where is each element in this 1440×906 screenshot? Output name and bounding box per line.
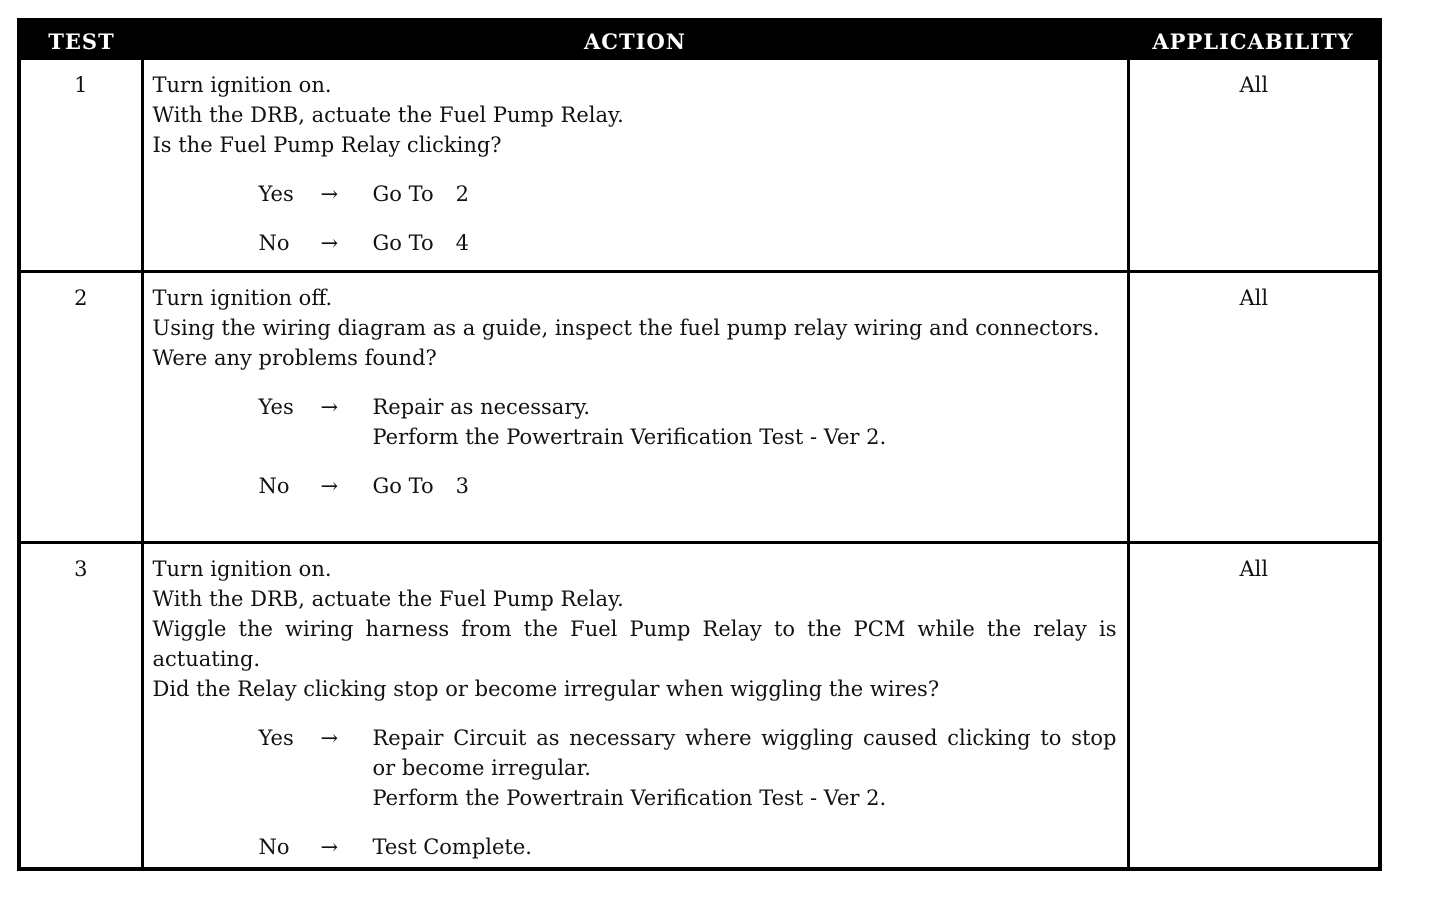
goto-label: Go To [372,473,434,498]
answer-label: No [258,473,290,498]
test-number: 1 [74,73,88,97]
outcome-no [259,228,1117,258]
applicability-cell [1128,271,1378,542]
answer-label: Yes [258,725,294,750]
answer-label: Yes [258,182,294,206]
arrow-right-icon: → [320,834,339,859]
header-test: TEST [21,22,142,60]
action-step: Did the Relay clicking stop or become irregular when wiggling the wires? [152,676,940,701]
test-number: 2 [74,285,88,310]
goto-result [373,228,1117,258]
header-action: ACTION [142,22,1128,60]
result-text [373,832,1117,862]
goto-result [373,471,1117,501]
result-line: Perform the Powertrain Verification Test - Ver 2. [372,424,887,449]
outcome-yes [259,723,1117,813]
diagnostic-test-table [21,22,1378,868]
applicability-cell [1128,60,1378,271]
goto-label: Go To [372,231,434,255]
action-step: Turn ignition on. [152,556,332,581]
outcome-yes [259,179,1117,209]
test-number-cell [21,542,142,868]
action-cell [142,542,1128,868]
goto-label: Go To [372,182,434,206]
answer-label: No [258,231,290,255]
applicability-value: All [1239,73,1269,97]
arrow-right-icon: → [320,182,339,206]
test-number-cell [21,271,142,542]
diagnostic-table-frame [17,18,1382,871]
goto-test-number: 4 [455,231,469,255]
answer-label: No [258,834,290,859]
outcome-yes [259,392,1117,452]
arrow-right-icon: → [320,473,339,498]
action-step: Wiggle the wiring harness from the Fuel Pump Relay to the PCM while the relay is actuating. [152,616,1117,671]
action-step: Using the wiring diagram as a guide, inspect the fuel pump relay wiring and connectors. [152,315,1100,340]
test-number: 3 [74,556,88,581]
table-header-row [21,22,1378,60]
action-step: Were any problems found? [152,345,437,370]
goto-test-number: 3 [455,473,469,498]
outcome-no [259,471,1117,501]
action-step: With the DRB, actuate the Fuel Pump Relay. [152,103,624,127]
action-step: Is the Fuel Pump Relay clicking? [152,133,502,157]
arrow-right-icon: → [320,231,339,255]
action-step: Turn ignition off. [152,285,333,310]
header-applicability: APPLICABILITY [1128,22,1378,60]
result-line: Repair as necessary. [372,394,591,419]
result-line: Test Complete. [372,834,532,859]
answer-label: Yes [258,394,294,419]
goto-test-number: 2 [455,182,469,206]
table-row [21,542,1378,868]
applicability-value: All [1239,285,1269,310]
action-cell [142,60,1128,271]
table-row [21,271,1378,542]
table-row [21,60,1378,271]
action-step: Turn ignition on. [152,73,332,97]
outcome-no [259,832,1117,862]
applicability-value: All [1239,556,1269,581]
action-step: With the DRB, actuate the Fuel Pump Relay. [152,586,624,611]
result-line: Perform the Powertrain Verification Test - Ver 2. [372,785,887,810]
arrow-right-icon: → [320,725,339,750]
result-text [373,723,1117,813]
goto-result [373,179,1117,209]
result-line: Repair Circuit as necessary where wiggling caused clicking to stop or become irregular. [372,725,1117,780]
applicability-cell [1128,542,1378,868]
test-number-cell [21,60,142,271]
action-cell [142,271,1128,542]
arrow-right-icon: → [320,394,339,419]
result-text [373,392,1117,452]
